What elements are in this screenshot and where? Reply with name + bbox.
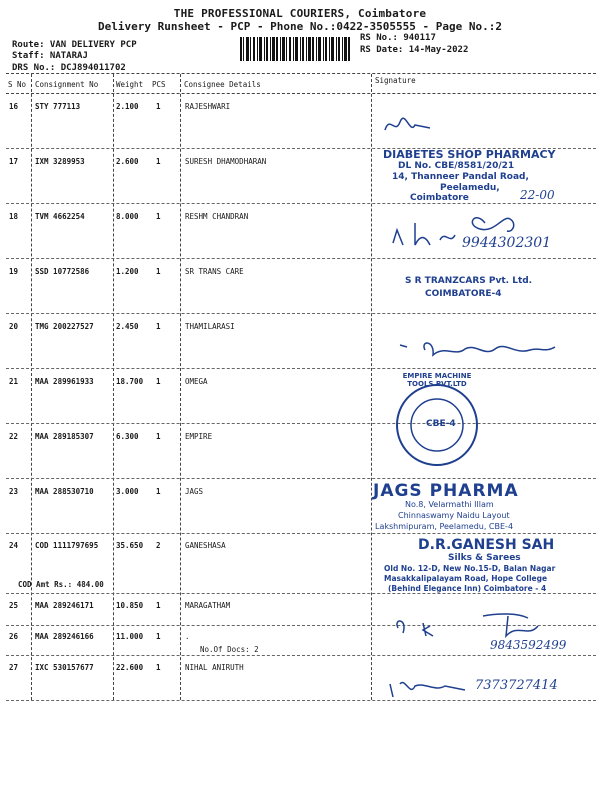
stamp-diabetes-line5: Coimbatore [410, 193, 469, 203]
row-cons: IXC 530157677 [35, 663, 94, 672]
col-weight: Weight [116, 80, 144, 89]
row-sno: 25 [9, 601, 19, 610]
col-pcs: PCS [152, 80, 166, 89]
row-pcs: 1 [156, 487, 161, 496]
row-sno: 20 [9, 322, 19, 331]
row-consignee: GANESHASA [185, 541, 226, 550]
row-consignee: RESHM CHANDRAN [185, 212, 249, 221]
row-weight: 2.600 [116, 157, 139, 166]
handwriting-phone: 9843592499 [490, 638, 567, 652]
handwriting-phone: 7373727414 [475, 678, 558, 693]
row-pcs: 1 [156, 322, 161, 331]
row-weight: 3.000 [116, 487, 139, 496]
row-cons: TMG 200227527 [35, 322, 94, 331]
row-consignee: SR TRANS CARE [185, 267, 244, 276]
row-sno: 17 [9, 157, 19, 166]
stamp-empire-ring: EMPIRE MACHINE TOOLS PVT.LTD [402, 372, 472, 388]
stamp-tranz-line1: S R TRANZCARS Pvt. Ltd. [405, 276, 533, 286]
row-consignee: MARAGATHAM [185, 601, 231, 610]
cod-amount: COD Amt Rs.: 484.00 [18, 580, 104, 589]
stamp-tranz-line2: COIMBATORE-4 [425, 289, 502, 299]
row-pcs: 1 [156, 632, 161, 641]
stamp-ganesh-line3: Old No. 12-D, New No.15-D, Balan Nagar [384, 564, 556, 573]
row-pcs: 1 [156, 377, 161, 386]
stamp-empire-center: CBE-4 [426, 419, 456, 429]
row-pcs: 1 [156, 157, 161, 166]
row-cons: IXM 3289953 [35, 157, 85, 166]
row-weight: 8.000 [116, 212, 139, 221]
column-divider [113, 74, 114, 700]
row-cons: MAA 288530710 [35, 487, 94, 496]
row-pcs: 2 [156, 541, 161, 550]
row-consignee: OMEGA [185, 377, 208, 386]
row-separator [6, 593, 596, 594]
column-divider [180, 74, 181, 700]
staff-label: Staff: NATARAJ [12, 51, 88, 61]
row-cons: STY 777113 [35, 102, 81, 111]
row-sno: 23 [9, 487, 19, 496]
row-separator [6, 478, 596, 479]
row-cons: MAA 289185307 [35, 432, 94, 441]
row-pcs: 1 [156, 601, 161, 610]
row-cons: MAA 289246166 [35, 632, 94, 641]
row-separator [6, 258, 596, 259]
row-separator [6, 368, 596, 369]
handwriting-time: 22-00 [520, 188, 555, 202]
row-separator [6, 700, 596, 701]
rs-number: RS No.: 940117 [360, 33, 436, 43]
column-header-divider [6, 93, 596, 94]
row-consignee: EMPIRE [185, 432, 213, 441]
col-sno: S No [8, 80, 27, 89]
drs-number: DRS No.: DCJ894011702 [12, 63, 126, 73]
row-weight: 11.000 [116, 632, 144, 641]
row-pcs: 1 [156, 212, 161, 221]
row-cons: SSD 10772586 [35, 267, 90, 276]
row-separator [6, 203, 596, 204]
row-sno: 21 [9, 377, 19, 386]
stamp-jags-line2: No.8, Velarmathi Illam [405, 500, 494, 509]
handwriting-phone: 9944302301 [462, 235, 552, 251]
row-weight: 10.850 [116, 601, 144, 610]
row-consignee: RAJESHWARI [185, 102, 231, 111]
stamp-diabetes-line3: 14, Thanneer Pandal Road, [392, 172, 529, 182]
row-sno: 16 [9, 102, 19, 111]
stamp-ganesh-title: D.R.GANESH SAH [418, 537, 555, 553]
row-cons: MAA 289961933 [35, 377, 94, 386]
column-divider [31, 74, 32, 700]
row-cons: MAA 289246171 [35, 601, 94, 610]
row-sno: 18 [9, 212, 19, 221]
col-signature: Signature [375, 76, 416, 85]
row-weight: 35.650 [116, 541, 144, 550]
row-pcs: 1 [156, 102, 161, 111]
row-weight: 1.200 [116, 267, 139, 276]
row-weight: 6.300 [116, 432, 139, 441]
row-consignee: JAGS [185, 487, 204, 496]
header-divider [6, 73, 596, 74]
row-weight: 2.450 [116, 322, 139, 331]
row-separator [6, 313, 596, 314]
col-consignee: Consignee Details [184, 80, 261, 89]
row-sno: 22 [9, 432, 19, 441]
company-title: THE PROFESSIONAL COURIERS, Coimbatore [173, 7, 427, 20]
stamp-jags-line3: Chinnaswamy Naidu Layout [398, 511, 510, 520]
barcode-icon [240, 37, 350, 61]
row-cons: COD 1111797695 [35, 541, 99, 550]
rs-date: RS Date: 14-May-2022 [360, 45, 469, 55]
row-sno: 19 [9, 267, 19, 276]
signature-scribble [380, 110, 440, 140]
row-weight: 18.700 [116, 377, 144, 386]
stamp-diabetes-line1: DIABETES SHOP PHARMACY [383, 148, 556, 161]
row-consignee: SURESH DHAMODHARAN [185, 157, 267, 166]
stamp-ganesh-line4: Masakkalipalayam Road, Hope College [384, 574, 548, 583]
row-pcs: 1 [156, 663, 161, 672]
row-cons: TVM 4662254 [35, 212, 85, 221]
row-separator [6, 655, 596, 656]
no-of-docs: No.Of Docs: 2 [200, 645, 259, 654]
route-label: Route: VAN DELIVERY PCP [12, 40, 137, 50]
stamp-ganesh-line5: (Behind Elegance Inn) Coimbatore - 4 [388, 584, 547, 593]
row-consignee: THAMILARASI [185, 322, 235, 331]
row-separator [6, 533, 596, 534]
row-pcs: 1 [156, 267, 161, 276]
row-consignee: NIHAL ANIRUTH [185, 663, 244, 672]
stamp-diabetes-line2: DL No. CBE/8581/20/21 [398, 161, 515, 171]
row-separator [6, 423, 596, 424]
row-pcs: 1 [156, 432, 161, 441]
col-consignment: Consignment No [35, 80, 99, 89]
row-sno: 26 [9, 632, 19, 641]
row-sno: 27 [9, 663, 19, 672]
row-sno: 24 [9, 541, 19, 550]
stamp-jags-title: JAGS PHARMA [373, 481, 519, 501]
stamp-ganesh-line2: Silks & Sarees [448, 553, 521, 563]
stamp-jags-line4: Lakshmipuram, Peelamedu, CBE-4 [375, 522, 514, 531]
signature-scribble [385, 672, 475, 702]
row-consignee: . [185, 632, 190, 641]
stamp-diabetes-line4: Peelamedu, [440, 183, 500, 193]
signature-scribble [395, 335, 565, 365]
column-divider [371, 74, 372, 700]
row-weight: 2.100 [116, 102, 139, 111]
runsheet-subtitle: Delivery Runsheet - PCP - Phone No.:0422-3505555 - Page No.:2 [98, 20, 502, 33]
row-weight: 22.600 [116, 663, 144, 672]
